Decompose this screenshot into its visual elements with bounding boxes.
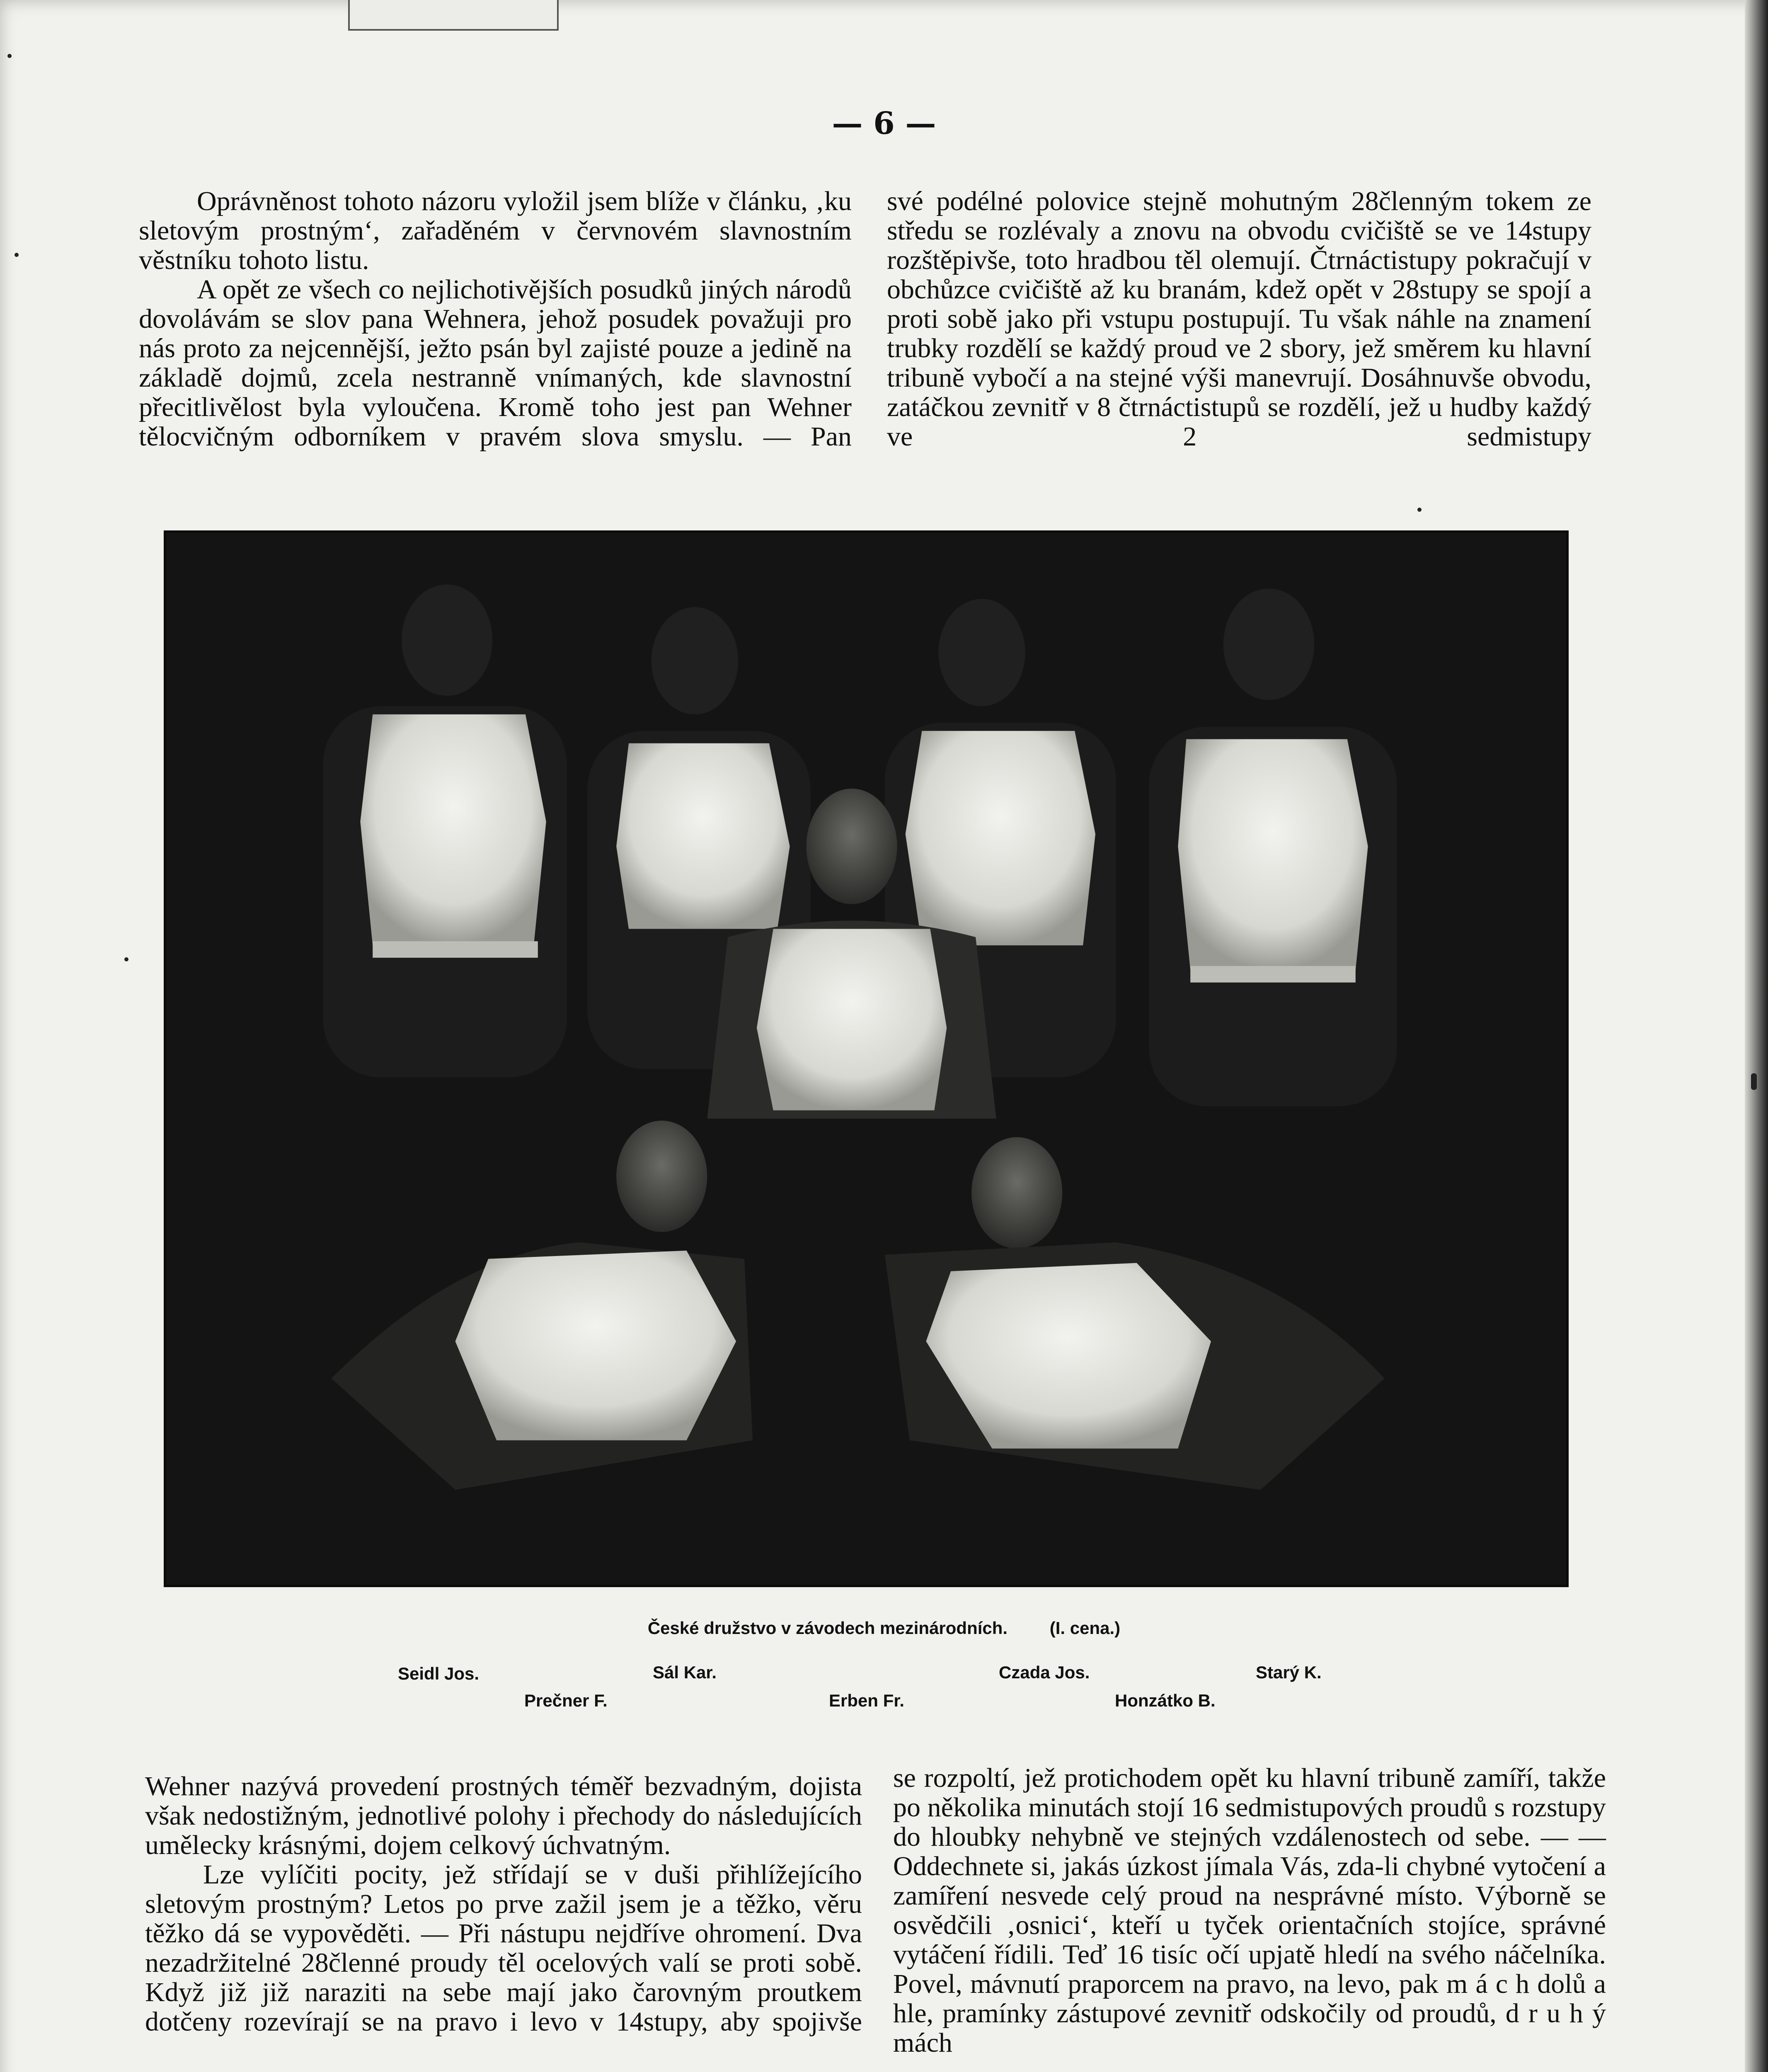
team-member-name: Czada Jos. [999,1663,1090,1682]
scan-speck [15,253,19,257]
scan-speck [1417,508,1422,512]
paragraph: A opět ze všech co nejlichotivějších posudků jiných národů dovolávám se slov pana Wehnera, jehož posudek považuji pro nás proto za nejcennější, ježto psán byl zajisté pouze a jedině na základě dojmů, zcela nestranně vnímaných, kde slavnostní přecitlivělost byla vyloučena. Kromě toho jest pan Wehner tělocvičným odborníkem v pravém slova smyslu. — Pan [139,274,852,452]
page-edge-shadow [1745,0,1768,2072]
team-member-name: Starý K. [1256,1663,1322,1682]
scan-speck [124,957,128,961]
photo-caption [0,1618,1768,1638]
team-member-name: Honzátko B. [1115,1691,1216,1710]
team-member-name: Erben Fr. [829,1691,905,1710]
text-column-top-left [139,186,852,451]
caption-title: České družstvo v závodech mezinárodních. [647,1618,1008,1638]
paragraph: Oprávněnost tohoto názoru vyložil jsem blíže v článku, ‚ku sletovým prostným‘, zařaděném v červnovém slavnostním věstníku tohoto listu. [139,186,852,275]
team-member-name: Seidl Jos. [398,1664,480,1683]
paragraph: Wehner nazývá provedení prostných téměř bezvadným, dojista však nedostižným, jednotlivé polohy i přechody do následujících umělecky krásnými, dojem celkový úchvatným. [145,1771,862,1860]
gymnasts-illustration [166,533,1566,1585]
scan-speck [7,54,12,58]
team-member-name: Prečner F. [524,1691,608,1710]
team-photograph [164,530,1569,1587]
text-column-bottom-right [893,1763,1606,2057]
page-number: — 6 — [832,106,936,141]
text-column-bottom-left [145,1772,862,2036]
library-stamp-tab [348,0,559,31]
paragraph: Lze vylíčiti pocity, jež střídají se v duši přihlížejícího sletovým prostným? Letos po prve zažil jsem je a těžko, věru těžko dá se vypověděti. — Při nástupu nejdříve ohromení. Dva nezadržitelné 28členné proudy těl ocelových valí se proti sobě. Když již již naraziti na sebe mají jako čarovným proutkem dotčeny rozevírají se na pravo i levo v 14stupy, aby spojivše [145,1859,862,2037]
text-column-top-right [887,186,1591,451]
paragraph: své podélné polovice stejně mohutným 28členným tokem ze středu se rozlévaly a znovu na obvodu cvičiště se ve 14stupy rozštěpivše, toto hradbou těl olemují. Čtrnáctistupy pokračují v obchůzce cvičiště až ku branám, kdež opět v 28stupy se spojí a proti sobě jako při vstupu postupují. Tu však náhle na znamení trubky rozdělí se každý proud ve 2 sbory, jež směrem ku hlavní tribuně vybočí a na stejné výši manevrují. Dosáhnuvše obvodu, zatáčkou zevnitř v 8 čtrnáctistupů se rozdělí, jež u hudby každý ve 2 sedmistupy [887,186,1591,452]
scan-speck [1751,1073,1757,1090]
paragraph: se rozpoltí, jež protichodem opět ku hlavní tribuně zamíří, takže po několika minutách stojí 16 sedmistupových proudů s rozstupy do hloubky nehybně ve stejných vzdálenostech od sebe. — — Oddechnete si, jakás úzkost jímala Vás, zda-li chybné vytočení a zamíření nesvede celý proud na nesprávné místo. Výborně se osvědčili ‚osnici‘, kteří u tyček orientačních stojíce, správné vytáčení řídili. Teď 16 tisíc očí upjatě hledí na svého náčelníka. Povel, mávnutí praporcem na pravo, na levo, pak m á c h dolů a hle, pramínky zástupové zevnitř odskočily od proudů, d r u h ý mách [893,1763,1606,2058]
team-member-name: Sál Kar. [653,1663,717,1682]
caption-note: (I. cena.) [1049,1618,1121,1638]
